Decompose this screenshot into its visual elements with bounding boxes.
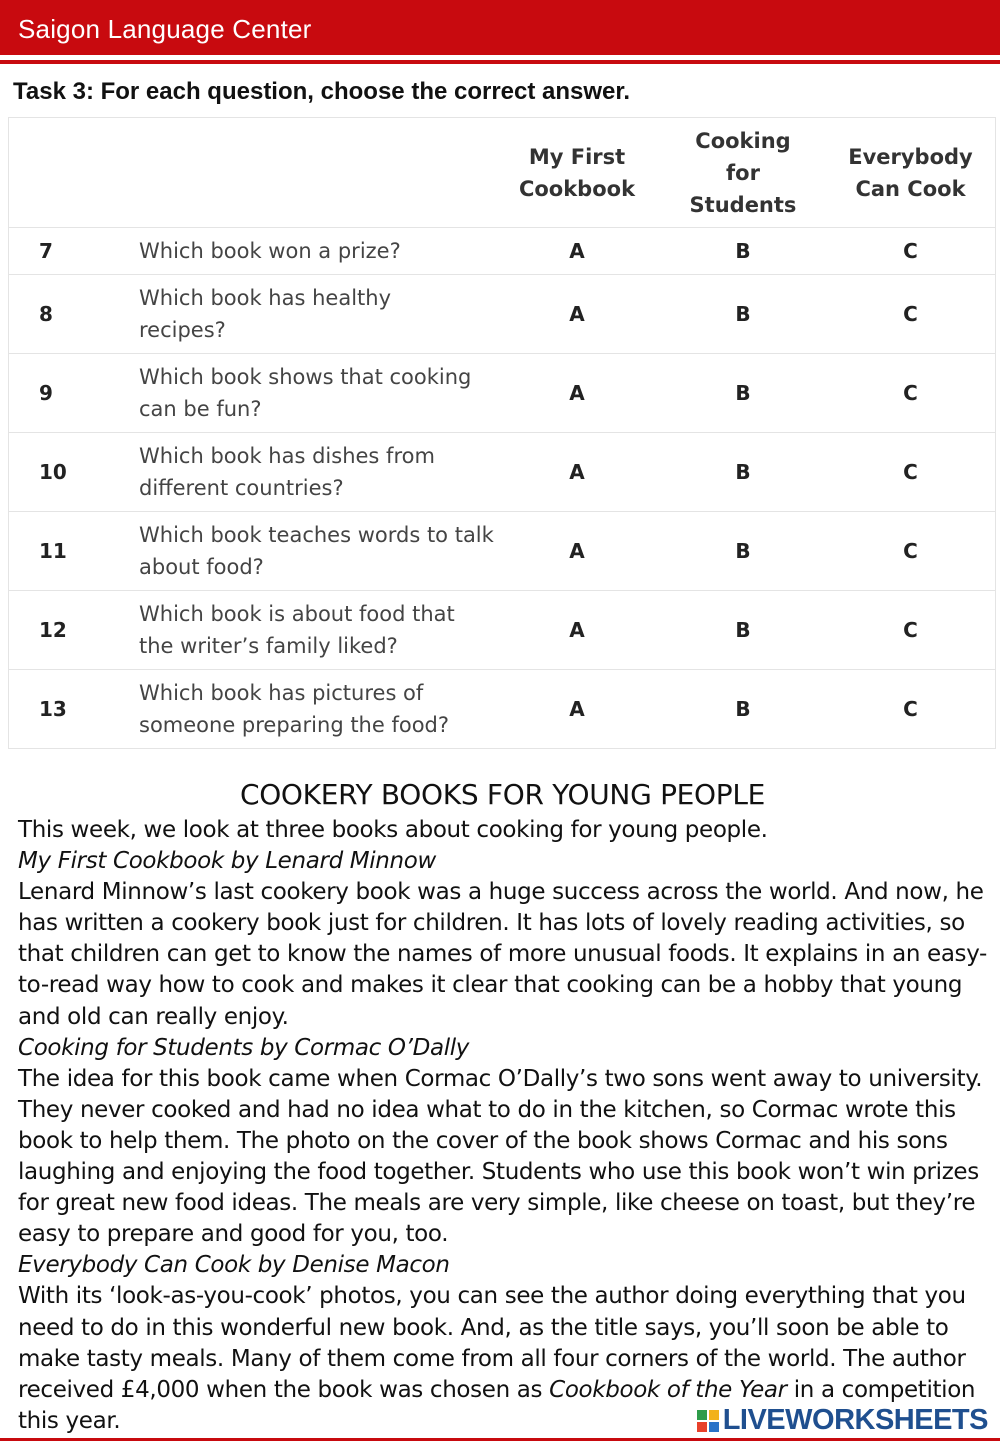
table-header-blank xyxy=(9,118,140,228)
answer-option-a[interactable]: A xyxy=(494,228,660,275)
table-row xyxy=(9,354,996,433)
answer-option-b[interactable]: B xyxy=(660,670,826,749)
answer-option-a[interactable]: A xyxy=(494,670,660,749)
question-text: Which book has pictures of someone preparing the food? xyxy=(139,670,494,749)
answer-option-b[interactable]: B xyxy=(660,591,826,670)
book-text-cooking-for-students: The idea for this book came when Cormac O’Dally’s two sons went away to university. They never cooked and had no idea what to do in the kitchen, so Cormac wrote this book to help them. The photo on the cover of the book shows Cormac and his sons laughing and enjoying the food together. Students who use this book won’t win prizes for great new food ideas. The meals are very simple, like cheese on toast, but they’re easy to prepare and good for you, too. xyxy=(18,1065,983,1248)
book-text-my-first-cookbook: Lenard Minnow’s last cookery book was a huge success across the world. And now, he has written a cookery book just for children. It has lots of lovely reading activities, so that children can get to know the names of more unusual foods. It explains in an easy-to-read way how to cook and makes it clear that cooking can be a hobby that young and old can really enjoy. xyxy=(18,879,987,1030)
question-number: 10 xyxy=(9,433,140,512)
answer-option-c[interactable]: C xyxy=(826,670,996,749)
answer-option-a[interactable]: A xyxy=(494,275,660,354)
answer-option-a[interactable]: A xyxy=(494,512,660,591)
brand-name: LIVEWORKSHEETS xyxy=(722,1404,988,1436)
table-header-blank xyxy=(139,118,494,228)
question-number: 12 xyxy=(9,591,140,670)
header-divider xyxy=(0,60,1000,64)
answer-option-c[interactable]: C xyxy=(826,512,996,591)
answer-option-b[interactable]: B xyxy=(660,354,826,433)
answer-option-b[interactable]: B xyxy=(660,512,826,591)
question-text: Which book has dishes from different countries? xyxy=(139,433,494,512)
answer-option-b[interactable]: B xyxy=(660,228,826,275)
answer-option-b[interactable]: B xyxy=(660,275,826,354)
answer-option-a[interactable]: A xyxy=(494,591,660,670)
task-title: Task 3: For each question, choose the correct answer. xyxy=(13,78,631,105)
column-header-my-first-cookbook: My First Cookbook xyxy=(494,118,660,228)
answer-option-c[interactable]: C xyxy=(826,275,996,354)
question-number: 11 xyxy=(9,512,140,591)
question-text: Which book shows that cooking can be fun? xyxy=(139,354,494,433)
question-number: 7 xyxy=(9,228,140,275)
answer-option-a[interactable]: A xyxy=(494,433,660,512)
article-title: COOKERY BOOKS FOR YOUNG PEOPLE xyxy=(239,778,766,811)
table-row xyxy=(9,512,996,591)
answer-option-c[interactable]: C xyxy=(826,354,996,433)
header-bar xyxy=(0,0,1000,55)
book-heading-everybody-can-cook: Everybody Can Cook by Denise Macon xyxy=(18,1252,450,1279)
book-heading-cooking-for-students: Cooking for Students by Cormac O’Dally xyxy=(18,1034,470,1061)
answer-option-c[interactable]: C xyxy=(826,228,996,275)
liveworksheets-icon xyxy=(697,1410,719,1432)
book-text-part: With its ‘look-as-you-cook’ photos, you can see the author doing everything that you need to do in this wonderful new book. And, as the title says, you’ll soon be able to make tasty meals. Many of them come from all four corners of the world. The author received £4,000 when the book was chosen as xyxy=(18,1283,966,1403)
table-row xyxy=(9,670,996,749)
question-text: Which book is about food that the writer’s family liked? xyxy=(139,591,494,670)
article-body xyxy=(18,815,993,1437)
liveworksheets-logo xyxy=(697,1404,988,1437)
footer-divider xyxy=(0,1438,1000,1441)
question-number: 13 xyxy=(9,670,140,749)
question-text xyxy=(139,275,494,354)
column-header-text: Cooking for Students xyxy=(689,128,797,217)
question-number: 9 xyxy=(9,354,140,433)
book-heading-my-first-cookbook: My First Cookbook by Lenard Minnow xyxy=(18,848,436,875)
question-number: 8 xyxy=(9,275,140,354)
answer-option-c[interactable]: C xyxy=(826,591,996,670)
table-row xyxy=(9,433,996,512)
header-title: Saigon Language Center xyxy=(18,14,312,44)
column-header-text: Everybody Can Cook xyxy=(848,144,973,201)
column-header-cooking-for-students xyxy=(660,118,826,228)
answer-option-a[interactable]: A xyxy=(494,354,660,433)
table-row xyxy=(9,591,996,670)
column-header-everybody-can-cook xyxy=(826,118,996,228)
table-row xyxy=(9,228,996,275)
book-text-part: in a competition this year. xyxy=(18,1376,976,1434)
question-text: Which book teaches words to talk about food? xyxy=(139,512,494,591)
book-text-italic-title: Cookbook of the Year xyxy=(549,1376,787,1403)
question-text: Which book won a prize? xyxy=(139,228,494,275)
article-intro: This week, we look at three books about cooking for young people. xyxy=(18,817,768,843)
table-row xyxy=(9,275,996,354)
question-table xyxy=(8,117,996,749)
question-text-inner: Which book has healthy recipes? xyxy=(139,286,391,342)
answer-option-b[interactable]: B xyxy=(660,433,826,512)
answer-option-c[interactable]: C xyxy=(826,433,996,512)
